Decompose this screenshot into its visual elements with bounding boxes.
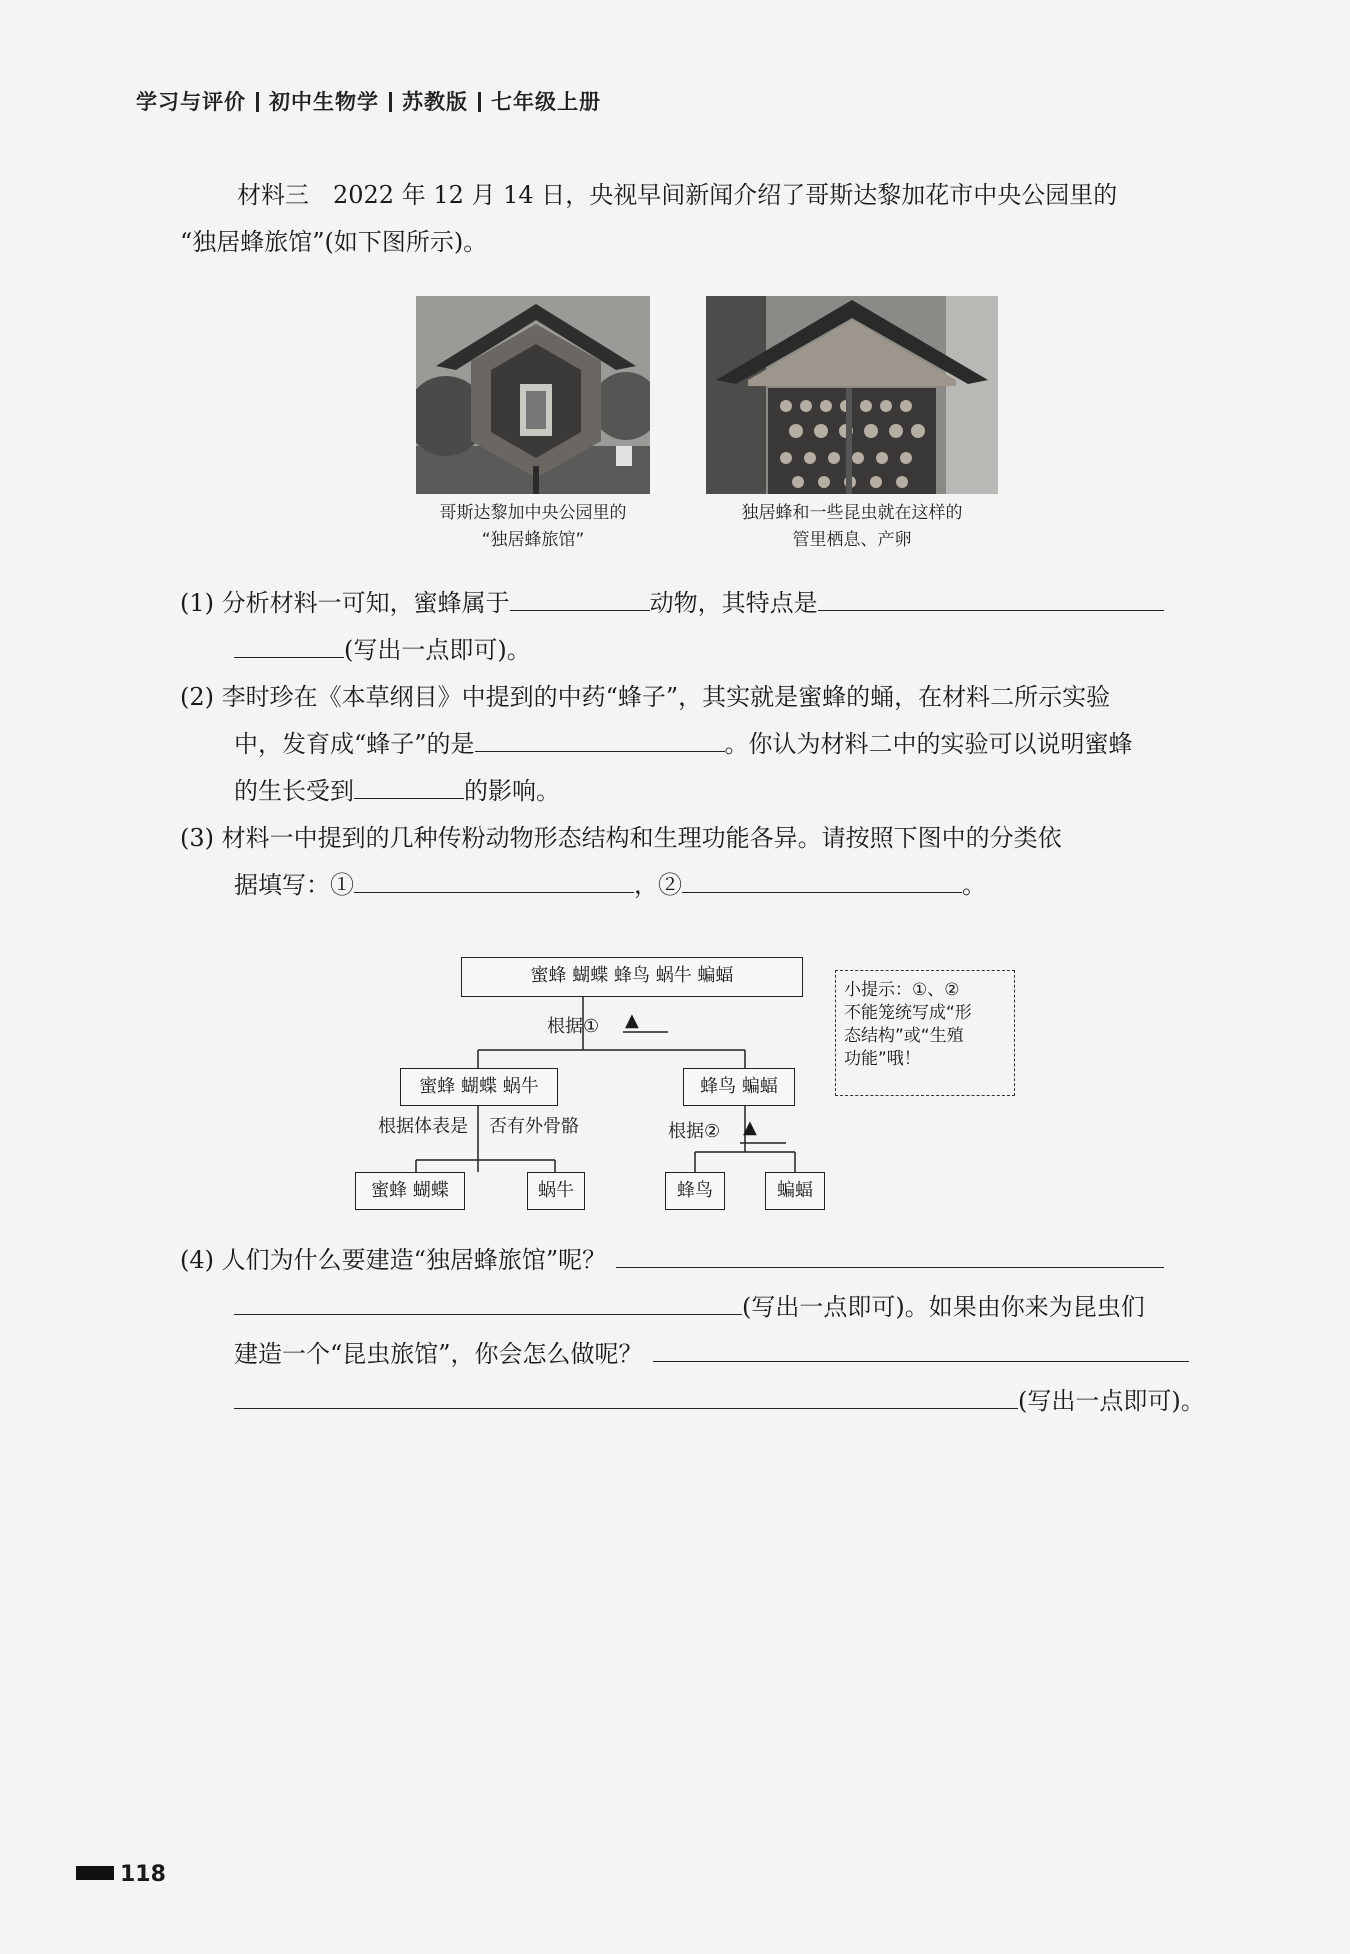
diagram-basis1-label: 根据① bbox=[547, 1016, 600, 1037]
question-2-line2 bbox=[234, 721, 1133, 768]
diagram-tip-box bbox=[835, 970, 1015, 1096]
question-4-line4 bbox=[234, 1378, 1205, 1425]
header-part: 苏教版 bbox=[402, 90, 468, 114]
header-separator bbox=[389, 92, 392, 112]
diagram-basis-left-b: 否有外骨骼 bbox=[489, 1116, 579, 1137]
q4-text-b: (写出一点即可)。如果由你来为昆虫们 bbox=[742, 1293, 1145, 1321]
page-number-text: 118 bbox=[120, 1862, 166, 1887]
material3-line2: “独居蜂旅馆”(如下图所示)。 bbox=[180, 228, 488, 256]
q3-text-b: ，② bbox=[634, 871, 682, 899]
diagram-basis2-label: 根据② bbox=[668, 1121, 721, 1142]
tip-line: 态结构”或“生殖 bbox=[844, 1026, 964, 1046]
header-separator bbox=[256, 92, 259, 112]
q2-text-c: 的生长受到 bbox=[234, 777, 354, 805]
q1-blank-animal-type[interactable] bbox=[510, 580, 650, 611]
caption-line: 管里栖息、产卵 bbox=[792, 530, 912, 550]
photo-caption-tubes bbox=[700, 500, 1004, 554]
photo-caption-park bbox=[400, 500, 666, 554]
question-4-line1 bbox=[180, 1237, 1164, 1284]
question-3-line1: (3) 材料一中提到的几种传粉动物形态结构和生理功能各异。请按照下图中的分类依 bbox=[180, 824, 1062, 852]
q4-text-a: (4) 人们为什么要建造“独居蜂旅馆”呢？ bbox=[180, 1246, 607, 1274]
question-2-line3 bbox=[234, 768, 560, 815]
q2-text-d: 的影响。 bbox=[464, 777, 560, 805]
q1-blank-feature[interactable] bbox=[818, 580, 1164, 611]
caption-line: 哥斯达黎加中央公园里的 bbox=[439, 503, 627, 523]
page-number bbox=[76, 1862, 166, 1887]
header-separator bbox=[478, 92, 481, 112]
running-header bbox=[136, 86, 601, 116]
q3-text-c: 。 bbox=[962, 871, 986, 899]
question-1-line1 bbox=[180, 580, 1164, 627]
q4-blank-plan[interactable] bbox=[653, 1331, 1189, 1362]
diagram-basis2-marker: ▲ bbox=[743, 1117, 757, 1138]
tip-line: 不能笼统写成“形 bbox=[844, 1003, 972, 1023]
q2-blank-influence[interactable] bbox=[354, 768, 464, 799]
bee-hotel-photo-tubes bbox=[706, 296, 998, 494]
diagram-root-node: 蜜蜂 蝴蝶 蜂鸟 蜗牛 蝙蝠 bbox=[461, 957, 803, 997]
question-4-line2 bbox=[234, 1284, 1145, 1331]
q1-text-a: (1) 分析材料一可知，蜜蜂属于 bbox=[180, 589, 510, 617]
question-2-line1: (2) 李时珍在《本草纲目》中提到的中药“蜂子”，其实就是蜜蜂的蛹，在材料二所示实验 bbox=[180, 683, 1111, 711]
q4-blank-reason[interactable] bbox=[616, 1237, 1164, 1268]
q4-blank-reason-cont[interactable] bbox=[234, 1284, 742, 1315]
q4-blank-plan-cont[interactable] bbox=[234, 1378, 1018, 1409]
diagram-left-group-node: 蜜蜂 蝴蝶 蜗牛 bbox=[400, 1068, 558, 1106]
diagram-leaf-snail: 蜗牛 bbox=[527, 1172, 585, 1210]
q2-text-b: 。你认为材料二中的实验可以说明蜜蜂 bbox=[724, 730, 1133, 758]
header-part: 七年级上册 bbox=[491, 90, 601, 114]
q4-text-c: 建造一个“昆虫旅馆”，你会怎么做呢？ bbox=[234, 1340, 643, 1368]
diagram-basis-left-a: 根据体表是 bbox=[378, 1116, 468, 1137]
q1-text-c: (写出一点即可)。 bbox=[344, 636, 531, 664]
q3-blank-basis2[interactable] bbox=[682, 862, 962, 893]
q4-text-d: (写出一点即可)。 bbox=[1018, 1387, 1205, 1415]
material3-line1: 材料三 2022 年 12 月 14 日，央视早间新闻介绍了哥斯达黎加花市中央公园里的 bbox=[237, 181, 1118, 209]
page-number-bar bbox=[76, 1866, 114, 1880]
diagram-leaf-bat: 蝙蝠 bbox=[765, 1172, 825, 1210]
q1-blank-feature-cont[interactable] bbox=[234, 627, 344, 658]
q2-text-a: 中，发育成“蜂子”的是 bbox=[234, 730, 475, 758]
header-part: 初中生物学 bbox=[269, 90, 379, 114]
question-3-line2 bbox=[234, 862, 986, 909]
q3-text-a: 据填写：① bbox=[234, 871, 354, 899]
caption-line: “独居蜂旅馆” bbox=[481, 530, 585, 550]
diagram-basis1-marker: ▲ bbox=[625, 1010, 639, 1031]
diagram-right-group-node: 蜂鸟 蝙蝠 bbox=[683, 1068, 795, 1106]
question-4-line3 bbox=[234, 1331, 1189, 1378]
tip-line: 小提示：①、② bbox=[844, 980, 960, 1000]
header-part: 学习与评价 bbox=[136, 90, 246, 114]
q2-blank-develops[interactable] bbox=[475, 721, 725, 752]
q1-text-b: 动物，其特点是 bbox=[649, 589, 818, 617]
diagram-leaf-hummingbird: 蜂鸟 bbox=[665, 1172, 725, 1210]
caption-line: 独居蜂和一些昆虫就在这样的 bbox=[741, 503, 963, 523]
diagram-leaf-bee-butterfly: 蜜蜂 蝴蝶 bbox=[355, 1172, 465, 1210]
question-1-line2 bbox=[234, 627, 531, 674]
q3-blank-basis1[interactable] bbox=[354, 862, 634, 893]
tip-line: 功能”哦！ bbox=[844, 1049, 921, 1069]
bee-hotel-photo-park bbox=[416, 296, 650, 494]
